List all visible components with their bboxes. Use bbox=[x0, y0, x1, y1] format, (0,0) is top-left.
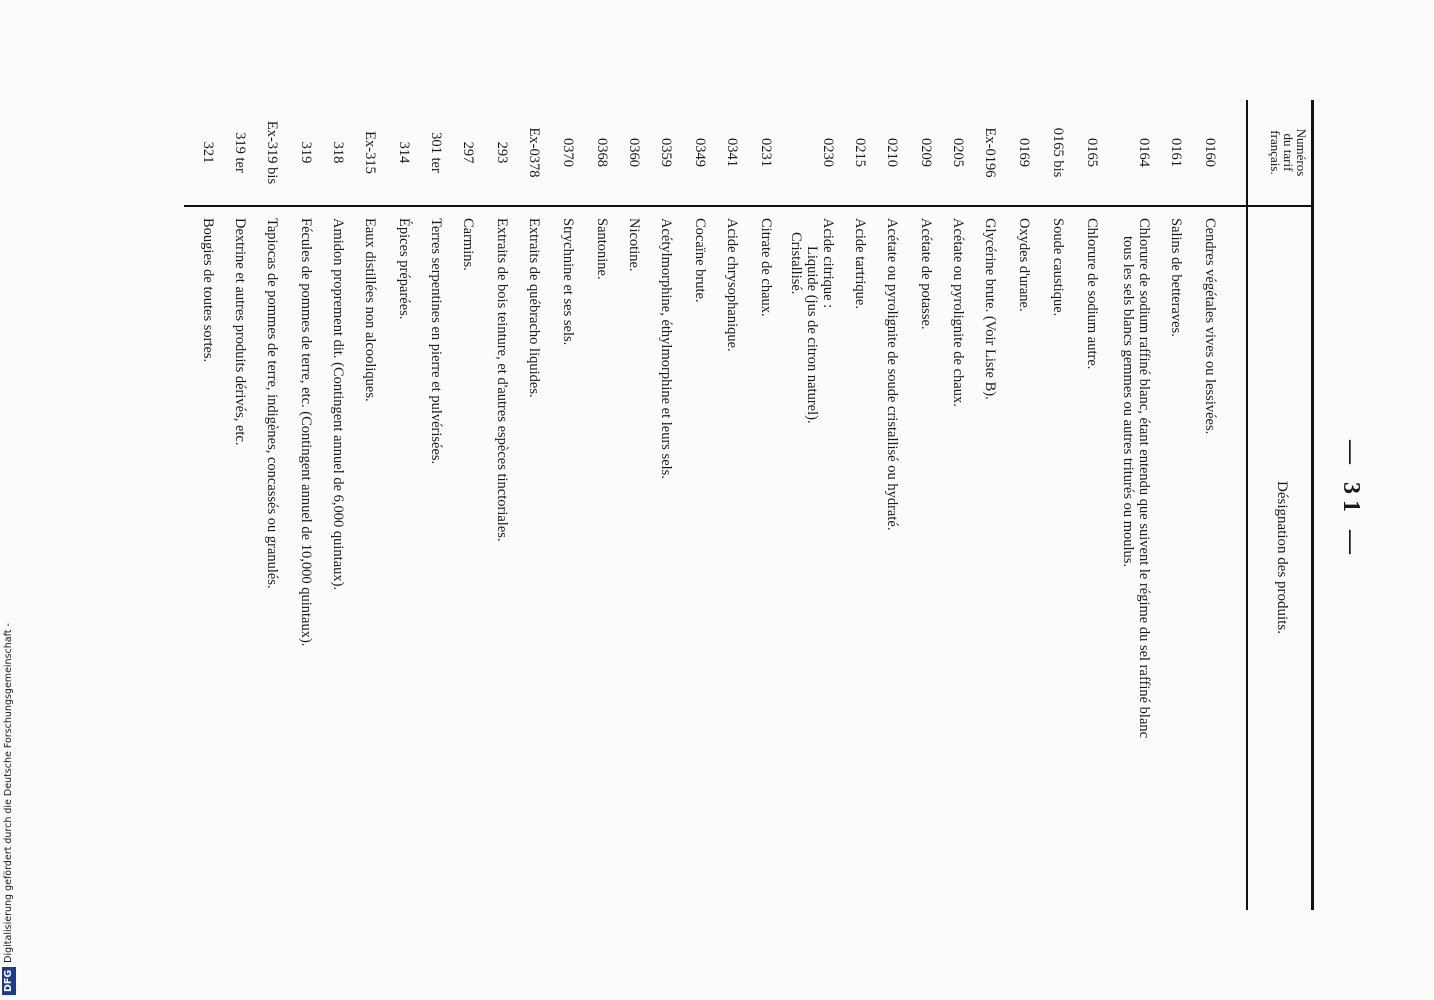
dfg-logo: DFG bbox=[2, 967, 16, 995]
product-designation bbox=[788, 218, 836, 900]
designation-text: Terres serpentines en pierre et pulvérisées. bbox=[428, 218, 444, 465]
designation-continuation: tous les sels blancs gemmes ou autres triturés ou moulus. bbox=[1120, 236, 1136, 568]
designation-text: Nicotine. bbox=[626, 218, 642, 272]
product-designation bbox=[884, 218, 900, 900]
designation-text: Extraits de québracho liquides. bbox=[526, 218, 542, 398]
tariff-number: 301 ter bbox=[428, 132, 444, 173]
tariff-number: 0164 bbox=[1136, 138, 1152, 167]
designation-text: Citrate de chaux. bbox=[758, 218, 774, 317]
digitization-credit: DFGDigitalisierung gefördert durch die Deutsche Forschungsgemeinschaft - bbox=[2, 600, 16, 995]
tariff-number: 0359 bbox=[658, 138, 674, 167]
tariff-number: 0210 bbox=[884, 138, 900, 167]
designation-text: Strychnine et ses sels. bbox=[560, 218, 576, 346]
tariff-number: Ex-0378 bbox=[526, 127, 542, 178]
product-designation bbox=[1084, 218, 1100, 900]
product-designation bbox=[232, 218, 248, 900]
designation-text: Acétate ou pyrolignite de soude cristallisé ou hydraté. bbox=[884, 218, 900, 531]
digitization-text: Digitalisierung gefördert durch die Deutsche Forschungsgemeinschaft bbox=[3, 629, 14, 963]
tariff-number: 0160 bbox=[1202, 138, 1218, 167]
designation-text: Bougies de toutes sortes. bbox=[200, 218, 216, 363]
designation-text: Épices préparées. bbox=[396, 218, 412, 320]
designation-subitem: Liquide (jus de citron naturel). bbox=[804, 246, 820, 424]
product-designation bbox=[852, 218, 868, 900]
designation-text: Acétate de potasse. bbox=[918, 218, 934, 330]
tariff-number: 0169 bbox=[1016, 138, 1032, 167]
header-numeros-line3: français. bbox=[1268, 130, 1283, 175]
designation-text: Cendres végétales vives ou lessivées. bbox=[1202, 218, 1218, 435]
top-rule bbox=[1311, 100, 1314, 910]
tariff-number: Ex-319 bis bbox=[264, 120, 280, 185]
header-rule bbox=[1246, 100, 1248, 910]
designation-text: Acide chrysophanique. bbox=[724, 218, 740, 352]
page-number: — 31 — bbox=[1338, 440, 1364, 560]
designation-text: Soude caustique. bbox=[1050, 218, 1066, 317]
designation-text: Acide tartrique. bbox=[852, 218, 868, 309]
tariff-number: 0205 bbox=[950, 138, 966, 167]
designation-text: Chlorure de sodium raffiné blanc, étant entendu que suivent le régime du sel raffiné blanc bbox=[1136, 218, 1152, 739]
tariff-number: 314 bbox=[396, 141, 412, 164]
tariff-number: 0341 bbox=[724, 138, 740, 167]
tariff-number: 319 ter bbox=[232, 132, 248, 173]
product-designation bbox=[918, 218, 934, 900]
tariff-number: 293 bbox=[494, 141, 510, 164]
product-designation bbox=[460, 218, 476, 900]
product-designation bbox=[396, 218, 412, 900]
tariff-number: 297 bbox=[460, 141, 476, 164]
product-designation bbox=[1120, 218, 1152, 900]
tariff-number: 321 bbox=[200, 141, 216, 164]
product-designation bbox=[692, 218, 708, 900]
header-numeros-line1: Numéros bbox=[1294, 128, 1309, 177]
product-designation bbox=[1016, 218, 1032, 900]
designation-text: Salins de betteraves. bbox=[1168, 218, 1184, 337]
tariff-number: Ex-315 bbox=[362, 131, 378, 174]
tariff-number: 0230 bbox=[820, 138, 836, 167]
product-designation bbox=[330, 218, 346, 900]
designation-text: Dextrine et autres produits dérivés, etc. bbox=[232, 218, 248, 446]
product-designation bbox=[362, 218, 378, 900]
header-designation: Désignation des produits. bbox=[1274, 481, 1290, 634]
product-designation bbox=[626, 218, 642, 900]
designation-text: Glycérine brute. (Voir Liste B). bbox=[982, 218, 998, 400]
product-designation bbox=[428, 218, 444, 900]
tariff-number: 318 bbox=[330, 141, 346, 164]
tariff-number: 0215 bbox=[852, 138, 868, 167]
product-designation bbox=[1050, 218, 1066, 900]
designation-text: Carmins. bbox=[460, 218, 476, 271]
tariff-number: 0368 bbox=[594, 138, 610, 167]
column-divider bbox=[184, 205, 1314, 207]
designation-text: Acétate ou pyrolignite de chaux. bbox=[950, 218, 966, 407]
product-designation bbox=[526, 218, 542, 900]
designation-text: Acétylmorphine, éthylmorphine et leurs sels. bbox=[658, 218, 674, 479]
tariff-number: 0161 bbox=[1168, 138, 1184, 167]
product-designation bbox=[264, 218, 280, 900]
product-designation bbox=[658, 218, 674, 900]
designation-text: Extraits de bois teinture, et d'autres espèces tinctoriales. bbox=[494, 218, 510, 542]
tariff-number: 0209 bbox=[918, 138, 934, 167]
designation-text: Eaux distillées non alcooliques. bbox=[362, 218, 378, 402]
product-designation bbox=[758, 218, 774, 900]
designation-text: Amidon proprement dit. (Contingent annuel de 6,000 quintaux). bbox=[330, 218, 346, 591]
product-designation bbox=[494, 218, 510, 900]
product-designation bbox=[724, 218, 740, 900]
designation-text: Chlorure de sodium autre. bbox=[1084, 218, 1100, 370]
tariff-number: 319 bbox=[298, 141, 314, 164]
tariff-number: 0349 bbox=[692, 138, 708, 167]
product-designation bbox=[200, 218, 216, 900]
tariff-number: 0370 bbox=[560, 138, 576, 167]
designation-text: Fécules de pommes de terre, etc. (Contingent annuel de 10,000 quintaux). bbox=[298, 218, 314, 647]
tariff-table bbox=[174, 100, 1314, 910]
designation-text: Acide citrique : bbox=[820, 218, 836, 309]
product-designation bbox=[1202, 218, 1218, 900]
tariff-number: 0165 bbox=[1084, 138, 1100, 167]
header-numeros bbox=[1269, 100, 1308, 205]
header-numeros-line2: du tarif bbox=[1281, 133, 1296, 172]
tariff-number: Ex-0196 bbox=[982, 127, 998, 178]
product-designation bbox=[982, 218, 998, 900]
tariff-number: 0360 bbox=[626, 138, 642, 167]
tariff-number: 0165 bis bbox=[1050, 127, 1066, 178]
designation-text: Cocaïne brute. bbox=[692, 218, 708, 303]
product-designation bbox=[950, 218, 966, 900]
tariff-number: 0231 bbox=[758, 138, 774, 167]
designation-subitem: Cristallisé. bbox=[788, 232, 804, 295]
designation-text: Santonine. bbox=[594, 218, 610, 280]
designation-text: Tapiocas de pommes de terre, indigènes, concassés ou granulés. bbox=[264, 218, 280, 589]
product-designation bbox=[298, 218, 314, 900]
designation-text: Oxydes d'urane. bbox=[1016, 218, 1032, 312]
product-designation bbox=[594, 218, 610, 900]
product-designation bbox=[560, 218, 576, 900]
product-designation bbox=[1168, 218, 1184, 900]
